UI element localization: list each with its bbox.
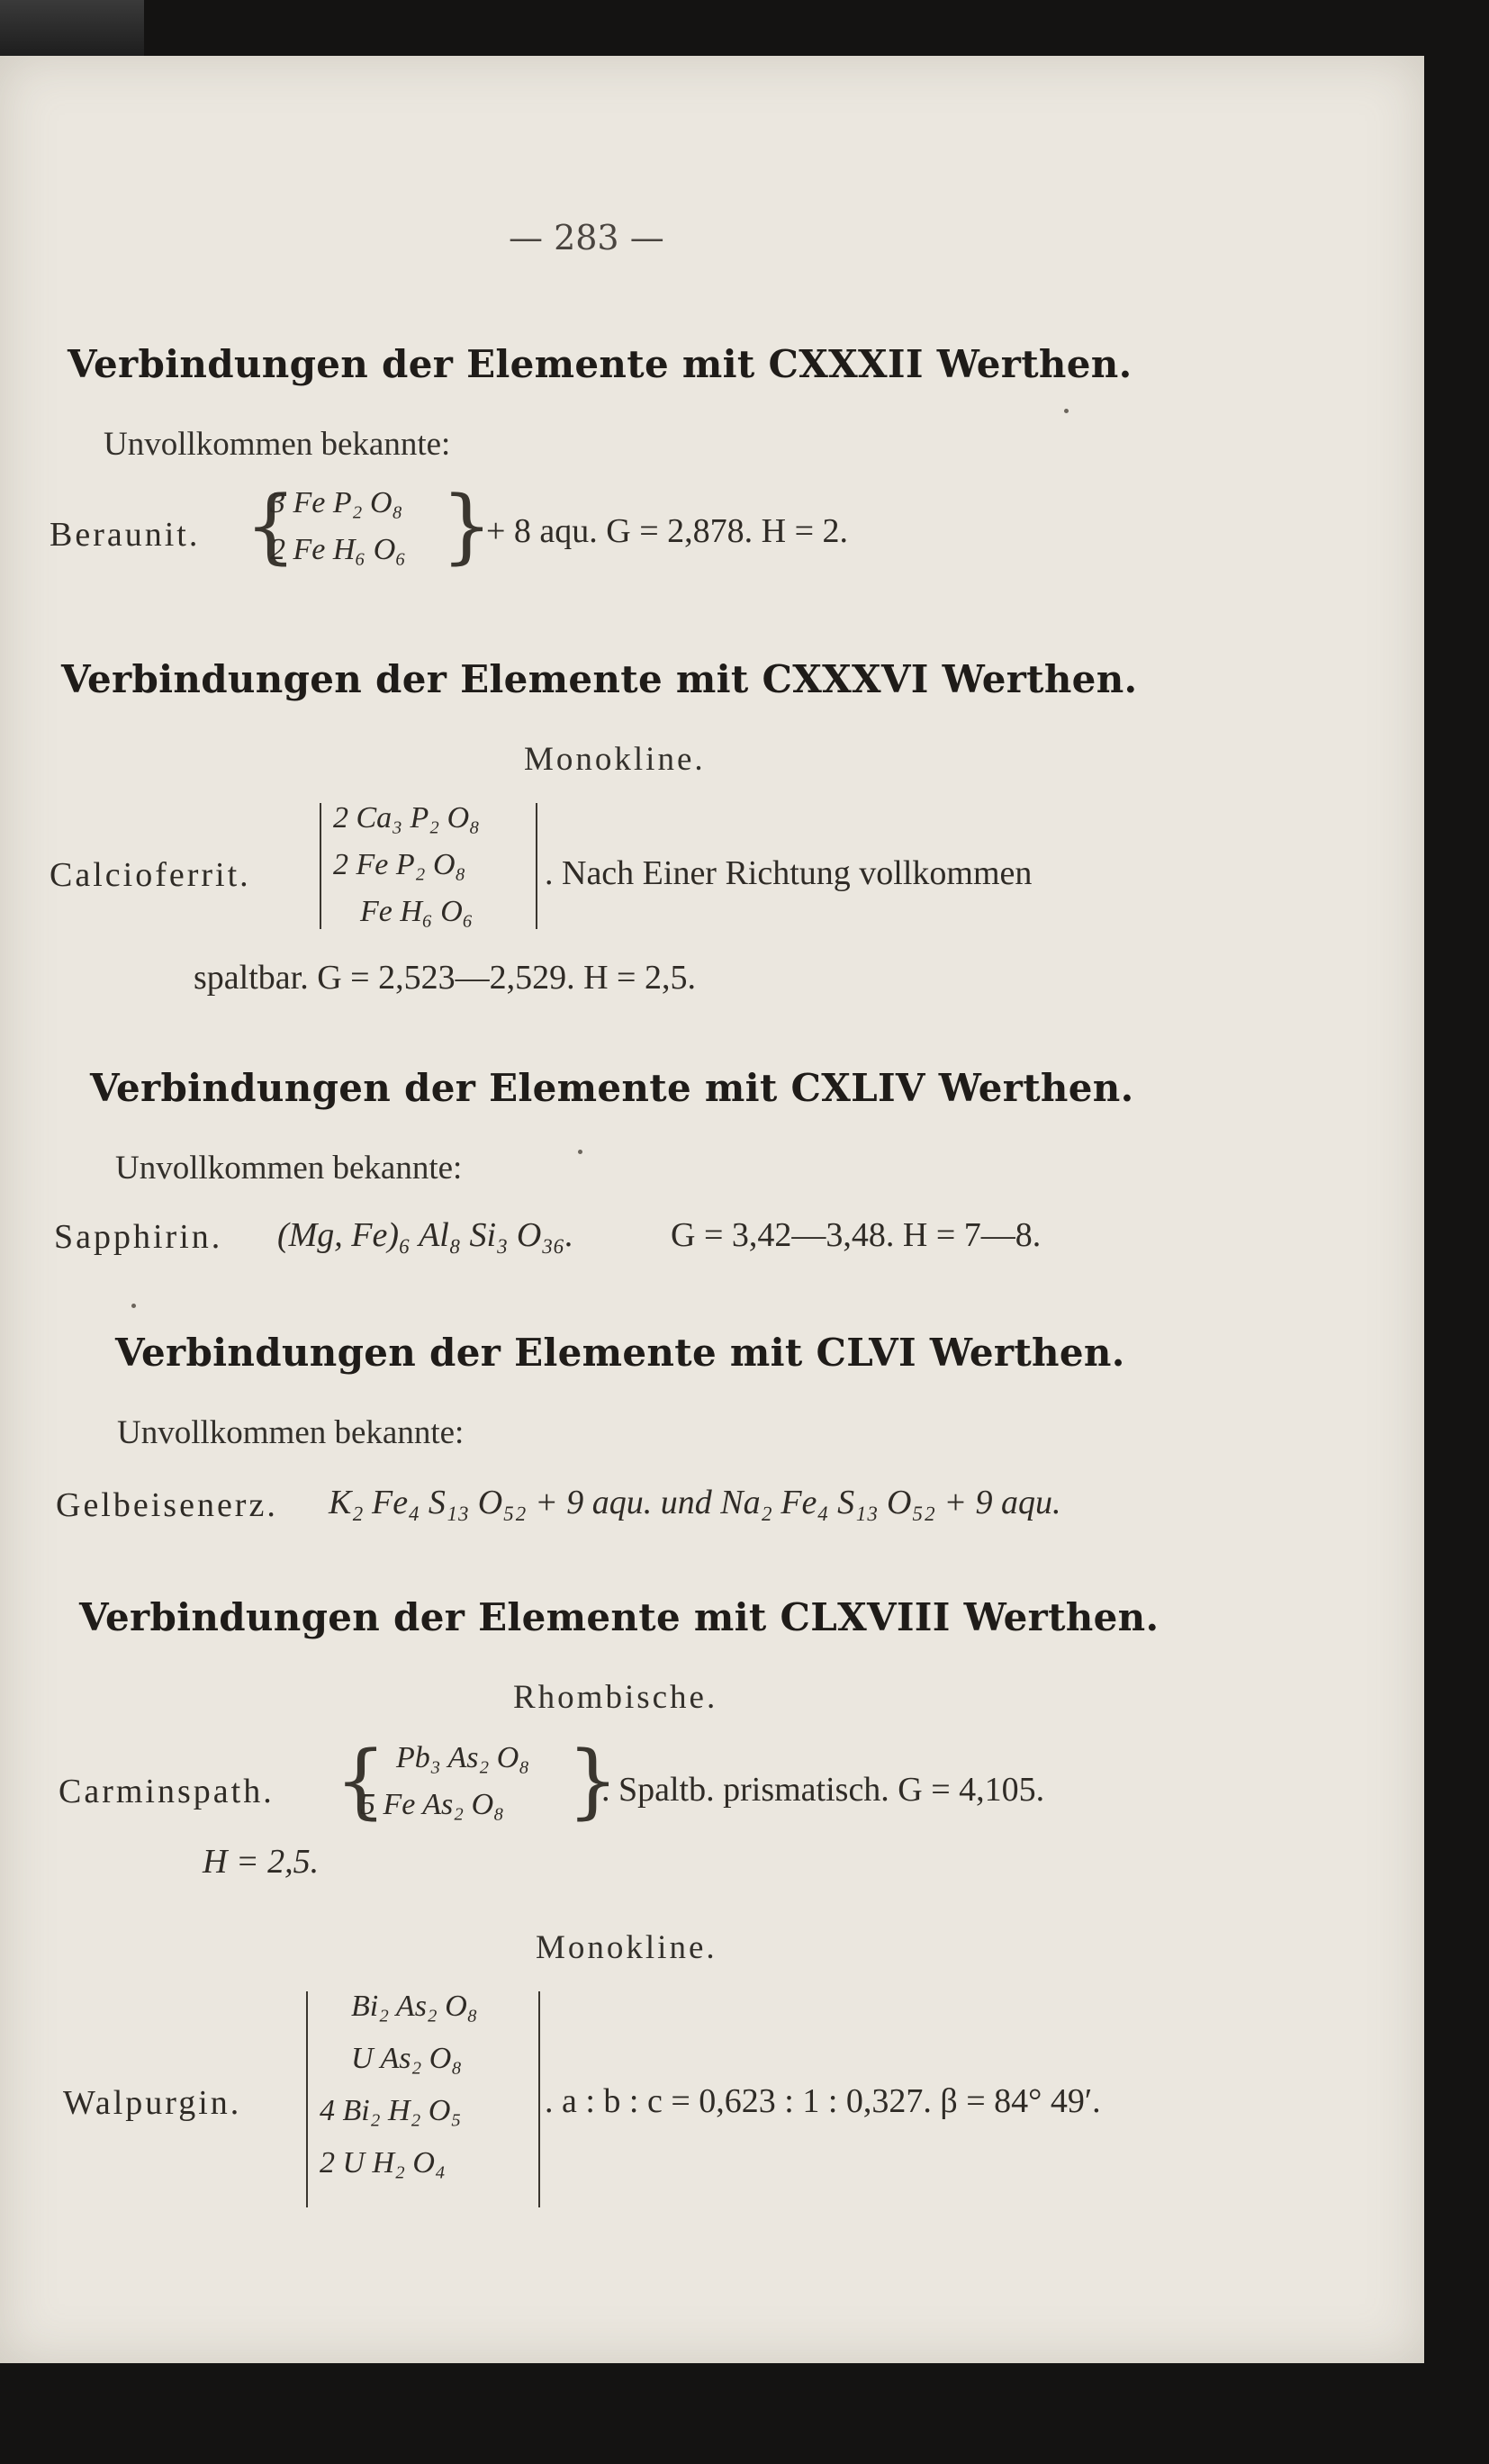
mineral-name-gelbeisenerz: Gelbeisenerz. [56, 1486, 278, 1524]
right-brace: } [567, 1734, 619, 1828]
formula-suffix: . Nach Einer Richtung vollkommen [545, 854, 1033, 892]
book-spine-edge [0, 0, 144, 63]
formula-line: 2 Ca₃ P₂ O₈ [333, 801, 480, 835]
mineral-name-walpurgin: Walpurgin. [63, 2084, 242, 2122]
section-heading-cxliv: Verbindungen der Elemente mit CXLIV Werthen. [90, 1066, 1134, 1110]
right-brace-bar [536, 803, 537, 929]
formula-line: U As₂ O₈ [351, 2042, 463, 2075]
section-subheading: Unvollkommen bekannte: [115, 1150, 463, 1187]
formula-line: 4 Bi₂ H₂ O₅ [320, 2094, 462, 2127]
formula-line: 5 Fe As₂ O₈ [360, 1788, 504, 1821]
crystal-system-label: Monokline. [524, 741, 706, 778]
left-brace: { [335, 1734, 387, 1828]
section-subheading: Unvollkommen bekannte: [104, 426, 451, 463]
right-brace: } [441, 479, 493, 573]
formula: (Mg, Fe)₆ Al₈ Si₃ O₃₆. [277, 1216, 574, 1254]
formula-suffix: + 8 aqu. G = 2,878. H = 2. [486, 512, 849, 550]
formula-line: 3 Fe P₂ O₈ [270, 486, 403, 519]
formula-line: Fe H₆ O₆ [360, 895, 474, 928]
right-brace-bar [538, 1991, 540, 2207]
section-heading-cxxxii: Verbindungen der Elemente mit CXXXII Werthen. [68, 342, 1133, 386]
formula: K₂ Fe₄ S₁₃ O₅₂ + 9 aqu. und Na₂ Fe₄ S₁₃ O₅₂ + 9 aqu. [329, 1484, 1061, 1521]
formula-line: Bi₂ As₂ O₈ [351, 1990, 478, 2023]
crystal-system-label: Monokline. [536, 1929, 717, 1966]
section-heading-cxxxvi: Verbindungen der Elemente mit CXXXVI Werthen. [61, 657, 1138, 701]
left-brace-bar [306, 1991, 308, 2207]
formula-suffix: . a : b : c = 0,623 : 1 : 0,327. β = 84° 49′. [545, 2082, 1101, 2120]
book-page [0, 56, 1424, 2363]
left-brace-bar [320, 803, 321, 929]
mineral-name-sapphirin: Sapphirin. [54, 1218, 223, 1256]
formula-suffix: . Spaltb. prismatisch. G = 4,105. [601, 1771, 1045, 1809]
crystal-system-label: Rhombische. [513, 1679, 718, 1716]
mineral-name-carminspath: Carminspath. [59, 1773, 275, 1810]
paper-speck [131, 1304, 136, 1308]
section-heading-clvi: Verbindungen der Elemente mit CLVI Werthen. [115, 1331, 1125, 1375]
page-number: — 283 — [509, 218, 664, 257]
paper-speck [1064, 409, 1069, 413]
left-brace: { [245, 479, 297, 573]
formula-suffix: G = 3,42—3,48. H = 7—8. [671, 1216, 1042, 1254]
formula-line: Pb₃ As₂ O₈ [396, 1741, 530, 1774]
formula-line: 2 Fe P₂ O₈ [333, 848, 466, 881]
formula-line: 2 U H₂ O₄ [320, 2146, 446, 2180]
section-subheading: Unvollkommen bekannte: [117, 1414, 465, 1451]
paper-speck [578, 1150, 582, 1154]
mineral-name-beraunit: Beraunit. [50, 516, 201, 554]
continuation-text: spaltbar. G = 2,523—2,529. H = 2,5. [194, 959, 696, 997]
section-heading-clxviii: Verbindungen der Elemente mit CLXVIII Werthen. [79, 1595, 1160, 1639]
formula-line: 2 Fe H₆ O₆ [270, 533, 407, 566]
continuation-text: H = 2,5. [203, 1843, 320, 1881]
mineral-name-calcioferrit: Calcioferrit. [50, 856, 251, 894]
